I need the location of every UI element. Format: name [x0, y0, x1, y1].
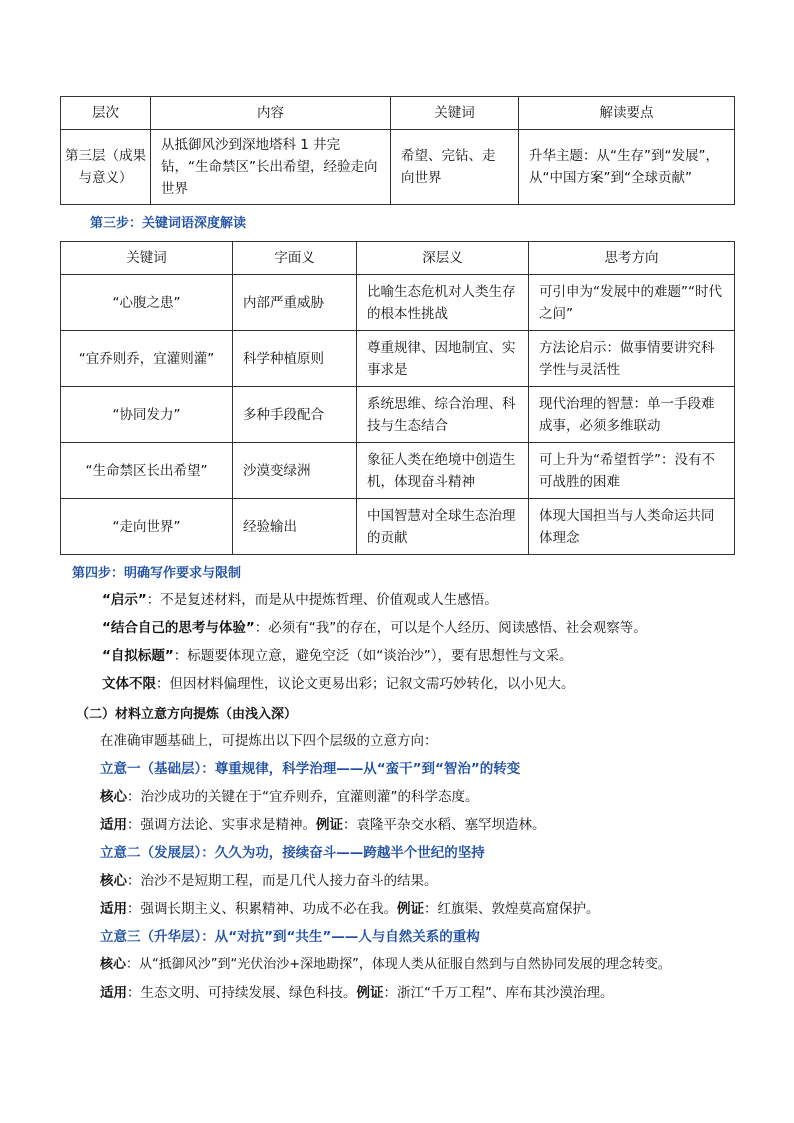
header-cell: 内容	[151, 97, 391, 130]
apply-text: ：强调长期主义、积累精神、功成不必在我。	[127, 901, 397, 917]
example-label: 例证	[356, 985, 384, 1001]
table-cell: 可上升为“希望哲学”：没有不可战胜的困难	[529, 443, 735, 499]
example-label: 例证	[316, 817, 343, 833]
header-cell: 层次	[61, 97, 151, 130]
core-text: ：治沙不是短期工程，而是几代人接力奋斗的结果。	[127, 873, 438, 889]
table-row	[61, 387, 735, 443]
step4-item-text: ：必须有“我”的存在，可以是个人经历、阅读感悟、社会观察等。	[254, 620, 647, 636]
step4-item	[102, 646, 754, 666]
table-cell: “心腹之患”	[61, 275, 233, 331]
table-cell: 比喻生态危机对人类生存的根本性挑战	[357, 275, 529, 331]
table-cell: 多种手段配合	[233, 387, 357, 443]
table-cell: 方法论启示：做事情要讲究科学性与灵活性	[529, 331, 735, 387]
table-cell: 希望、完钻、走向世界	[391, 130, 519, 205]
table-cell: 第三层（成果与意义）	[61, 130, 151, 205]
header-cell: 深层义	[357, 242, 529, 275]
step4-item-label: “自拟标题”	[102, 648, 174, 664]
step4-item-text: ：标题要体现立意，避免空泛（如“谈治沙”），要有思想性与文采。	[173, 648, 573, 664]
header-cell: 字面义	[233, 242, 357, 275]
table-cell: “协同发力”	[61, 387, 233, 443]
table-cell: 尊重规律、因地制宜、实事求是	[357, 331, 529, 387]
step4-item-label: “启示”	[102, 592, 147, 608]
core-label: 核心	[100, 873, 127, 889]
table-row	[61, 443, 735, 499]
table-cell: 科学种植原则	[233, 331, 357, 387]
header-cell: 解读要点	[519, 97, 735, 130]
step4-item-text: ：不是复述材料，而是从中提炼哲理、价值观或人生感悟。	[146, 592, 498, 608]
table-cell: 经验输出	[233, 499, 357, 555]
example-text: ：袁隆平杂交水稻、塞罕坝造林。	[343, 817, 546, 833]
table-cell: 沙漠变绿洲	[233, 443, 357, 499]
core-text: ：从“抵御风沙”到“光伏治沙+深地勘探”，体现人类从征服自然到与自然协同发展的理念转变。	[126, 957, 671, 972]
step4-item-text: ：但因材料偏理性，议论文更易出彩；记叙文需巧妙转化，以小见大。	[156, 676, 575, 692]
level-apply	[100, 899, 754, 919]
level-core	[100, 871, 754, 891]
table-header-row	[61, 242, 735, 275]
apply-text: ：生态文明、可持续发展、绿色科技。	[127, 985, 357, 1001]
level-heading: 立意二（发展层）：久久为功，接续奋斗——跨越半个世纪的坚持	[100, 845, 485, 861]
level-core	[100, 787, 754, 807]
header-cell: 关键词	[391, 97, 519, 130]
apply-text: ：强调方法论、实事求是精神。	[127, 817, 316, 833]
apply-label: 适用	[100, 817, 127, 833]
example-text: ：浙江“千万工程”、库布其沙漠治理。	[383, 985, 614, 1001]
step4-title: 第四步：明确写作要求与限制	[72, 566, 242, 581]
table-cell: “走向世界”	[61, 499, 233, 555]
table-cell: 内部严重威胁	[233, 275, 357, 331]
table-row	[61, 331, 735, 387]
table-row	[61, 130, 735, 205]
step4-item	[102, 674, 754, 694]
level-heading: 立意一（基础层）：尊重规律，科学治理——从“蛮干”到“智治”的转变	[100, 761, 521, 777]
core-label: 核心	[100, 789, 127, 805]
table-cell: 升华主题：从“生存”到“发展”，从“中国方案”到“全球贡献”	[519, 130, 735, 205]
level-apply	[100, 983, 754, 1003]
header-cell: 关键词	[61, 242, 233, 275]
table-row	[61, 499, 735, 555]
section2-title: （二）材料立意方向提炼（由浅入深）	[76, 707, 298, 722]
step4-item-label: 文体不限	[102, 676, 156, 692]
table-cell: 可引申为“发展中的难题”“时代之问”	[529, 275, 735, 331]
table-cell: 系统思维、综合治理、科技与生态结合	[357, 387, 529, 443]
level-heading: 立意三（升华层）：从“对抗”到“共生”——人与自然关系的重构	[100, 929, 480, 945]
step3-title: 第三步：关键词语深度解读	[90, 216, 247, 231]
table-row	[61, 275, 735, 331]
step4-item	[102, 618, 754, 638]
example-label: 例证	[397, 901, 424, 917]
core-label: 核心	[100, 957, 127, 972]
example-text: ：红旗渠、敦煌莫高窟保护。	[424, 901, 600, 917]
table-cell: 中国智慧对全球生态治理的贡献	[357, 499, 529, 555]
table-cell: 现代治理的智慧：单一手段难成事，必须多维联动	[529, 387, 735, 443]
table-keywords	[60, 241, 735, 555]
apply-label: 适用	[100, 985, 127, 1001]
table-cell: “宜乔则乔，宜灌则灌”	[61, 331, 233, 387]
core-text: ：治沙成功的关键在于“宜乔则乔，宜灌则灌”的科学态度。	[127, 789, 479, 805]
level-apply	[100, 815, 754, 835]
step4-item	[102, 590, 754, 610]
table-header-row	[61, 97, 735, 130]
level-core	[100, 955, 754, 975]
table-layers	[60, 96, 735, 205]
table-cell: 从抵御风沙到深地塔科 1 井完钻，“生命禁区”长出希望，经验走向世界	[151, 130, 391, 205]
header-cell: 思考方向	[529, 242, 735, 275]
apply-label: 适用	[100, 901, 127, 917]
table-cell: “生命禁区长出希望”	[61, 443, 233, 499]
step4-item-label: “结合自己的思考与体验”	[102, 620, 255, 636]
section2-intro: 在准确审题基础上，可提炼出以下四个层级的立意方向：	[100, 733, 438, 749]
table-cell: 体现大国担当与人类命运共同体理念	[529, 499, 735, 555]
table-cell: 象征人类在绝境中创造生机，体现奋斗精神	[357, 443, 529, 499]
